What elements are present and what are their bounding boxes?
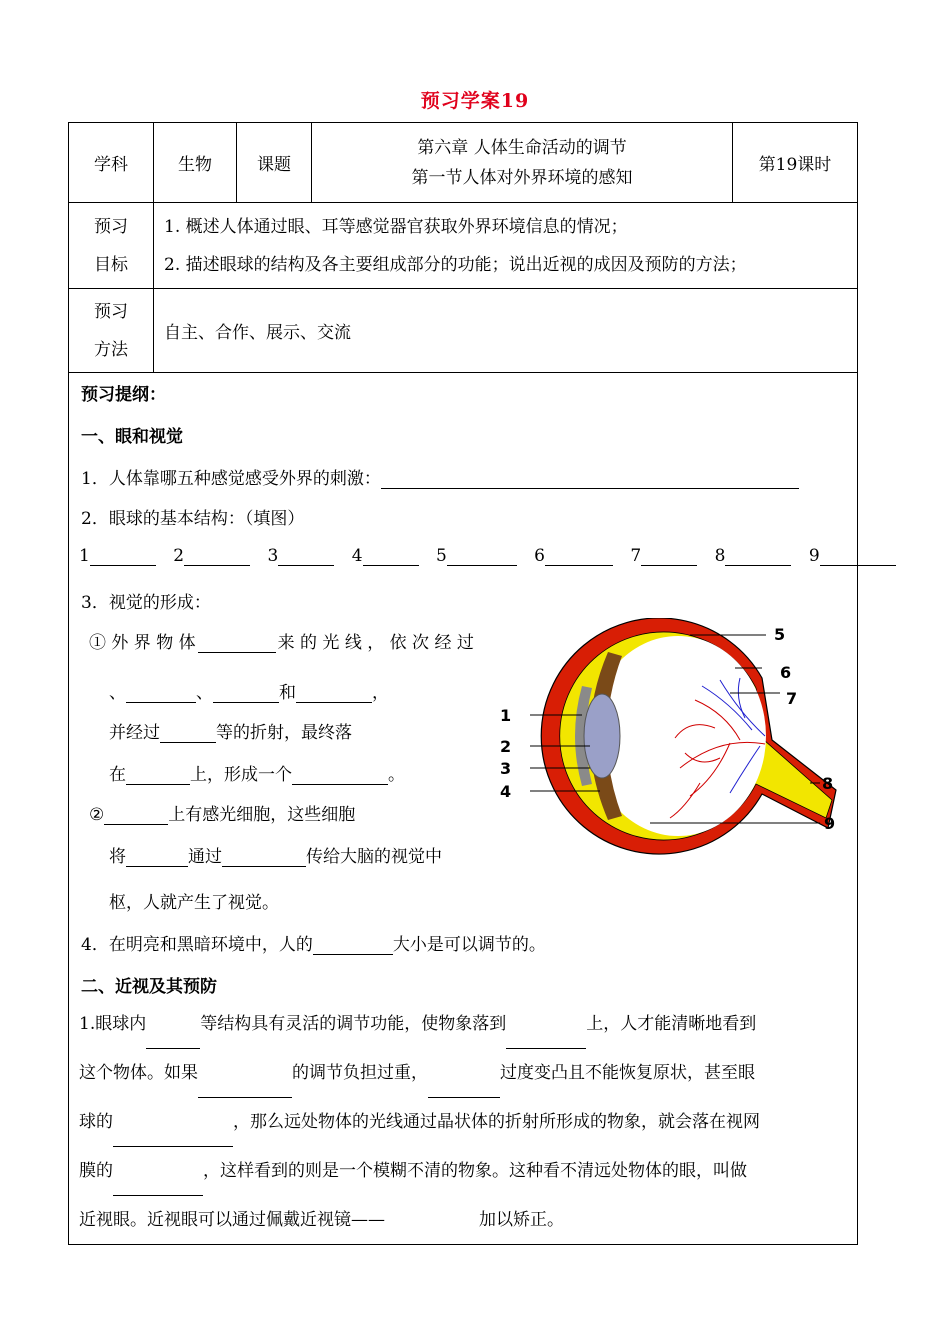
step-2-a: 、 [109,683,126,703]
step-6-a: 将 [109,847,126,867]
question-4-a: 4．在明亮和黑暗环境中，人的 [81,935,313,955]
diagram-label-9: 9 [824,814,836,833]
p1-blank-2[interactable] [506,1030,586,1049]
p1-c: 上，人才能清晰地看到 [586,1014,757,1034]
goal-1: 1. 概述人体通过眼、耳等感觉器官获取外界环境信息的情况； [164,216,628,237]
myopia-paragraph [79,1000,847,1245]
p-line-2 [79,1049,847,1098]
struct-blank-8[interactable] [725,547,791,566]
method-label-cell [69,289,154,373]
goal-label-2: 目标 [94,254,128,275]
step-3 [109,718,352,743]
topic-line-1: 第六章 人体生命活动的调节 [417,137,627,158]
topic-label: 课题 [237,123,312,203]
struct-blank-5[interactable] [447,547,517,566]
struct-blank-4[interactable] [363,547,419,566]
step-2-blank-1[interactable] [126,684,196,703]
diagram-label-7: 7 [786,689,798,708]
struct-blank-2[interactable] [184,547,250,566]
step-6 [109,842,442,867]
section-1-heading: 一、眼和视觉 [81,427,183,447]
struct-num-1: 1 [79,546,90,566]
step-1-blank[interactable] [198,634,276,653]
step-4-c: 。 [388,765,405,785]
method-label-1: 预习 [94,301,128,322]
step-2-c: 和 [279,683,296,703]
step-6-b: 通过 [188,847,222,867]
step-2-d: ， [372,683,389,703]
p5-b: 加以矫正。 [479,1210,564,1230]
p2-c: 过度变凸且不能恢复原状，甚至眼 [500,1063,755,1083]
p-line-4 [79,1147,847,1196]
structure-blanks [79,546,896,566]
section-2-heading: 二、近视及其预防 [81,977,217,997]
step-4 [109,760,405,785]
struct-num-7: 7 [630,546,642,566]
p-line-5 [79,1196,847,1245]
step-3-blank[interactable] [160,724,216,743]
diagram-label-2: 2 [500,737,512,756]
question-4-b: 大小是可以调节的。 [392,935,546,955]
lens [584,694,620,778]
p5-blank[interactable] [385,1226,479,1245]
step-5 [89,800,355,825]
struct-blank-6[interactable] [545,547,613,566]
step-2-b: 、 [196,683,213,703]
goal-label-cell [69,203,154,289]
goal-label-1: 预习 [94,216,128,237]
struct-num-4: 4 [351,546,363,566]
step-2 [109,678,389,703]
diagram-label-5: 5 [774,625,786,644]
step-4-a: 在 [109,765,126,785]
topic-cell [312,123,733,203]
step-5-a: ② [89,805,105,825]
p-line-3 [79,1098,847,1147]
p4-a: 膜的 [79,1161,113,1181]
answer-blank[interactable] [381,470,799,489]
period-value: 第19课时 [733,123,858,203]
topic-line-2: 第一节人体对外界环境的感知 [411,167,633,188]
question-2: 2．眼球的基本结构：（填图） [81,509,305,529]
goals-cell [154,203,858,289]
diagram-label-4: 4 [500,782,512,801]
step-6-blank-2[interactable] [222,848,306,867]
p2-a: 这个物体。如果 [79,1063,198,1083]
p1-blank-1[interactable] [146,1030,200,1049]
eyeball-diagram [490,618,850,858]
method-value: 自主、合作、展示、交流 [154,289,858,373]
subject-label: 学科 [69,123,154,203]
step-1-a: ① 外 界 物 体 [89,633,196,653]
document-title: 预习学案19 [420,90,530,112]
p4-blank[interactable] [113,1177,203,1196]
diagram-label-8: 8 [822,774,834,793]
p2-blank-2[interactable] [428,1079,500,1098]
p-line-1 [79,1000,847,1049]
p5-a: 近视眼。近视眼可以通过佩戴近视镜—— [79,1210,385,1230]
step-3-b: 等的折射，最终落 [216,723,352,743]
step-4-b: 上，形成一个 [190,765,292,785]
step-7: 枢，人就产生了视觉。 [109,893,279,913]
struct-num-3: 3 [267,546,279,566]
p4-b: ，这样看到的则是一个模糊不清的物象。这种看不清远处物体的眼，叫做 [203,1161,747,1181]
struct-blank-9[interactable] [820,547,896,566]
p2-b: 的调节负担过重， [292,1063,428,1083]
struct-blank-7[interactable] [641,547,697,566]
step-6-c: 传给大脑的视觉中 [306,847,442,867]
step-1-b: 来 的 光 线 ， 依 次 经 过 [277,633,474,653]
step-2-blank-2[interactable] [213,684,279,703]
question-3: 3．视觉的形成： [81,593,211,613]
p1-b: 等结构具有灵活的调节功能，使物象落到 [200,1014,507,1034]
question-1-text: 1．人体靠哪五种感觉感受外界的刺激： [81,469,381,489]
struct-num-8: 8 [714,546,726,566]
step-2-blank-3[interactable] [296,684,372,703]
question-4 [81,930,546,955]
diagram-label-6: 6 [780,663,792,682]
p3-blank[interactable] [113,1128,233,1147]
header-table [68,122,858,373]
struct-num-6: 6 [534,546,545,566]
p1-a: 1.眼球内 [79,1014,147,1034]
step-1 [89,628,474,653]
p3-a: 球的 [79,1112,113,1132]
struct-num-5: 5 [435,546,447,566]
step-5-blank[interactable] [104,806,168,825]
step-6-blank-1[interactable] [126,848,188,867]
step-4-blank-2[interactable] [292,766,388,785]
diagram-label-1: 1 [500,706,512,725]
p2-blank-1[interactable] [198,1079,292,1098]
step-4-blank-1[interactable] [126,766,190,785]
outline-heading: 预习提纲： [81,385,166,405]
struct-blank-1[interactable] [90,547,156,566]
p3-b: ，那么远处物体的光线通过晶状体的折射所形成的物象，就会落在视网 [233,1112,760,1132]
question-4-blank[interactable] [313,936,393,955]
method-label-2: 方法 [94,339,128,360]
goal-2: 2. 描述眼球的结构及各主要组成部分的功能；说出近视的成因及预防的方法； [164,254,747,275]
struct-num-2: 2 [173,546,185,566]
subject-value: 生物 [154,123,237,203]
struct-num-9: 9 [808,546,820,566]
step-5-b: 上有感光细胞，这些细胞 [168,805,356,825]
struct-blank-3[interactable] [278,547,334,566]
diagram-label-3: 3 [500,759,512,778]
question-1 [81,464,799,489]
step-3-a: 并经过 [109,723,160,743]
